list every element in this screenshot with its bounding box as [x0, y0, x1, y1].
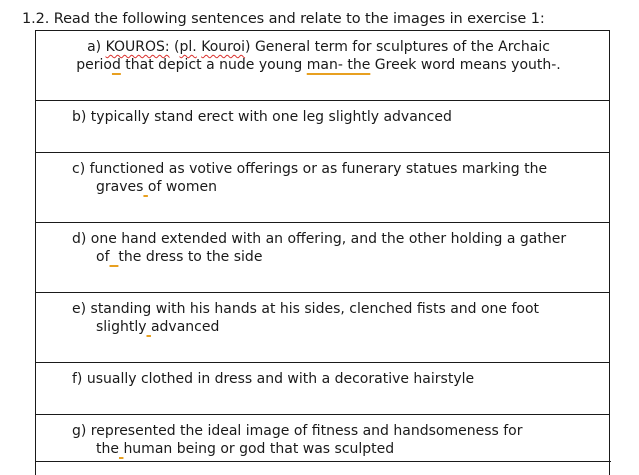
text-run: human being or god that was sculpted — [123, 441, 394, 457]
sentence-d-line-2 — [72, 248, 601, 266]
spellcheck-kouroi: Kouroi — [201, 39, 245, 55]
spellcheck-pl: pl. — [180, 39, 197, 55]
sentence-cell-c — [36, 153, 610, 223]
table-row — [36, 363, 610, 415]
sentence-cell-a — [36, 31, 610, 101]
bottom-border — [35, 461, 611, 462]
text-run: the — [96, 441, 119, 457]
table-row — [36, 101, 610, 153]
sentences-table — [35, 30, 610, 475]
text-run: ) General term for sculptures of the Archaic — [245, 39, 550, 55]
text-run: slightly — [96, 319, 147, 335]
table-row — [36, 415, 610, 475]
sentence-a-line-1 — [36, 38, 601, 56]
sentence-cell-b — [36, 101, 610, 153]
sentence-cell-e — [36, 293, 610, 363]
table-row — [36, 31, 610, 101]
text-run: of women — [148, 179, 217, 195]
sentence-cell-g — [36, 415, 610, 475]
sentence-e-line-2 — [72, 318, 601, 336]
sentence-e-line-1: e) standing with his hands at his sides, clenched fists and one foot — [72, 300, 601, 318]
sentence-a-line-2 — [36, 56, 601, 74]
table-row — [36, 223, 610, 293]
sentence-b-line-1: b) typically stand erect with one leg slightly advanced — [72, 108, 601, 126]
grammar-mark-period: d — [112, 57, 121, 73]
grammar-mark-man: man- the — [307, 57, 371, 73]
text-run: graves — [96, 179, 143, 195]
text-run: the dress to the side — [118, 249, 262, 265]
sentence-g-line-1: g) represented the ideal image of fitness and handsomeness for — [72, 422, 601, 440]
text-run: perio — [76, 57, 112, 73]
table-row — [36, 293, 610, 363]
spellcheck-kouros: KOUROS: — [106, 39, 170, 55]
text-run: of — [96, 249, 110, 265]
sentence-cell-d — [36, 223, 610, 293]
text-run: that depict a nude young — [121, 57, 307, 73]
text-run: Greek word means youth-. — [370, 57, 560, 73]
sentence-f-line-1: f) usually clothed in dress and with a decorative hairstyle — [72, 370, 601, 388]
sentence-g-line-2 — [72, 440, 601, 458]
exercise-heading: 1.2. Read the following sentences and relate to the images in exercise 1: — [22, 11, 545, 27]
sentence-d-line-1: d) one hand extended with an offering, and the other holding a gather — [72, 230, 601, 248]
text-run: ( — [170, 39, 180, 55]
text-run: advanced — [151, 319, 219, 335]
text-run: a) — [87, 39, 106, 55]
table-row — [36, 153, 610, 223]
sentence-c-line-2 — [72, 178, 601, 196]
sentence-cell-f — [36, 363, 610, 415]
sentence-c-line-1: c) functioned as votive offerings or as funerary statues marking the — [72, 160, 601, 178]
